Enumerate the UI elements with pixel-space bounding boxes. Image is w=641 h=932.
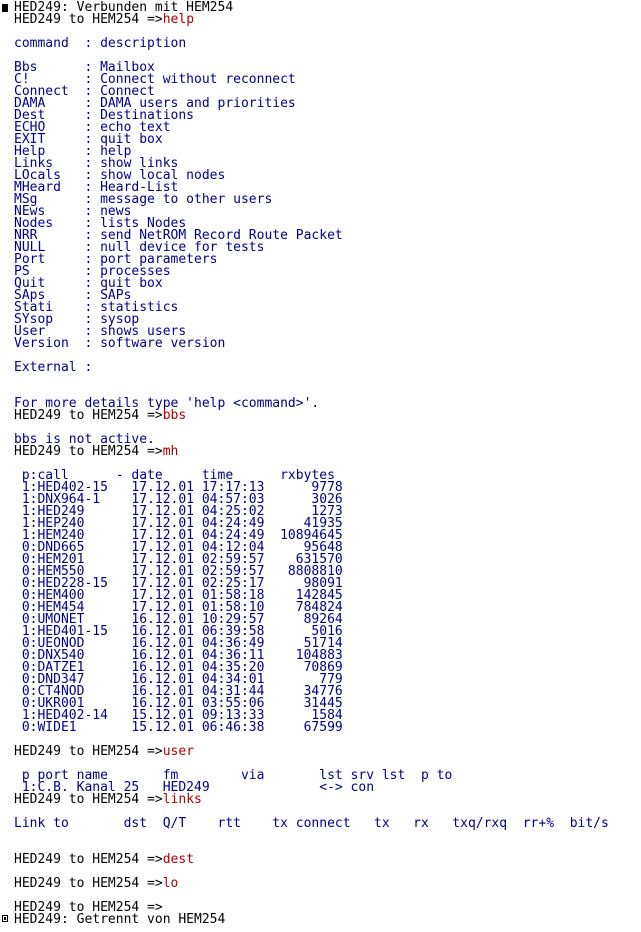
output-text: 1:HEM240 17.12.01 04:24:49 10894645 [14, 528, 343, 543]
user-command: help [162, 12, 195, 27]
output-text: Links : show links [14, 156, 179, 171]
output-text: Nodes : lists Nodes [14, 216, 187, 231]
output-text: 1:HED402-15 17.12.01 17:17:13 9778 [14, 480, 343, 495]
output-text: EXIT : quit box [14, 132, 163, 147]
output-text: NRR : send NetROM Record Route Packet [14, 228, 343, 243]
prompt-text: HED249 to HEM254 => [14, 444, 163, 459]
output-text: DAMA : DAMA users and priorities [14, 96, 296, 111]
output-text: MHeard : Heard-List [14, 180, 179, 195]
output-text: 0:CT4NOD 16.12.01 04:31:44 34776 [14, 684, 343, 699]
output-text: 0:HEM454 17.12.01 01:58:10 784824 [14, 600, 343, 615]
terminal-line [14, 446, 609, 458]
output-text: 0:DND347 16.12.01 04:34:01 779 [14, 672, 343, 687]
output-text: For more details type 'help <command>'. [14, 396, 320, 411]
user-command: user [162, 744, 195, 759]
output-text: 1:HED401-15 16.12.01 06:39:58 5016 [14, 624, 343, 639]
output-text: Stati : statistics [14, 300, 179, 315]
disconnect-marker-icon [2, 915, 8, 922]
terminal-line [14, 410, 609, 422]
output-text: 0:WIDE1 15.12.01 06:46:38 67599 [14, 720, 343, 735]
output-text: Port : port parameters [14, 252, 218, 267]
prompt-text: HED249 to HEM254 => [14, 408, 163, 423]
terminal-line [14, 794, 609, 806]
terminal-line [14, 830, 609, 842]
terminal-line [14, 338, 609, 350]
prompt-text: HED249 to HEM254 => [14, 792, 163, 807]
output-text: Bbs : Mailbox [14, 60, 155, 75]
user-command: lo [162, 876, 179, 891]
output-text: p port name fm via lst srv lst p to [14, 768, 453, 783]
output-text: Quit : quit box [14, 276, 163, 291]
output-text: p:call - date time rxbytes [14, 468, 335, 483]
output-text: 1:HED402-14 15.12.01 09:13:33 1584 [14, 708, 343, 723]
output-text: Help : help [14, 144, 132, 159]
output-text: Connect : Connect [14, 84, 155, 99]
output-text: 0:UKR001 16.12.01 03:55:06 31445 [14, 696, 343, 711]
output-text: 0:DND665 17.12.01 04:12:04 95648 [14, 540, 343, 555]
terminal-line [14, 350, 609, 362]
output-text: 1:HEP240 17.12.01 04:24:49 41935 [14, 516, 343, 531]
terminal-line [14, 746, 609, 758]
output-text: 0:HEM201 17.12.01 02:59:57 631570 [14, 552, 343, 567]
prompt-text: HED249 to HEM254 => [14, 852, 163, 867]
output-text: External : [14, 360, 93, 375]
prompt-text: HED249 to HEM254 => [14, 900, 163, 915]
terminal-line [14, 14, 609, 26]
connect-marker-icon [2, 4, 8, 12]
output-text: 0:UEONOD 16.12.01 04:36:49 51714 [14, 636, 343, 651]
output-text: C! : Connect without reconnect [14, 72, 296, 87]
prompt-text: HED249: Getrennt von HEM254 [14, 912, 226, 927]
output-text: 1:DNX964-1 17.12.01 04:57:03 3026 [14, 492, 343, 507]
output-text: 0:HEM400 17.12.01 01:58:18 142845 [14, 588, 343, 603]
output-text: 0:UMONET 16.12.01 10:29:57 89264 [14, 612, 343, 627]
user-command: dest [162, 852, 195, 867]
output-text: 0:HED228-15 17.12.01 02:25:17 98091 [14, 576, 343, 591]
output-text: ECHO : echo text [14, 120, 171, 135]
output-text: SAps : SAPs [14, 288, 132, 303]
terminal-line [14, 854, 609, 866]
terminal-line [14, 818, 609, 830]
output-text: PS : processes [14, 264, 171, 279]
terminal-line [14, 722, 609, 734]
output-text: 1:C.B. Kanal 25 HED249 <-> con [14, 780, 375, 795]
output-text: SYsop : sysop [14, 312, 140, 327]
output-text: command : description [14, 36, 187, 51]
user-command: bbs [162, 408, 187, 423]
prompt-text: HED249: Verbunden mit HEM254 [14, 0, 234, 15]
prompt-text: HED249 to HEM254 => [14, 744, 163, 759]
terminal-line [14, 914, 609, 926]
terminal-output [14, 2, 609, 926]
output-text: bbs is not active. [14, 432, 155, 447]
output-text: Link to dst Q/T rtt tx connect tx rx txq/rxq rr+% bit/s [14, 816, 609, 831]
output-text: User : shows users [14, 324, 187, 339]
prompt-text: HED249 to HEM254 => [14, 12, 163, 27]
prompt-text: HED249 to HEM254 => [14, 876, 163, 891]
output-text: NULL : null device for tests [14, 240, 265, 255]
terminal-line [14, 878, 609, 890]
user-command: links [162, 792, 202, 807]
terminal-line [14, 374, 609, 386]
output-text: 0:HEM550 17.12.01 02:59:57 8808810 [14, 564, 343, 579]
user-command: mh [162, 444, 179, 459]
output-text: Version : software version [14, 336, 226, 351]
terminal-line [14, 38, 609, 50]
output-text: 1:HED249 17.12.01 04:25:02 1273 [14, 504, 343, 519]
output-text: 0:DNX540 16.12.01 04:36:11 104883 [14, 648, 343, 663]
output-text: MSg : message to other users [14, 192, 273, 207]
output-text: 0:DATZE1 16.12.01 04:35:20 70869 [14, 660, 343, 675]
line-marker-gutter [0, 0, 11, 932]
output-text: NEws : news [14, 204, 132, 219]
output-text: LOcals : show local nodes [14, 168, 226, 183]
terminal-line [14, 362, 609, 374]
output-text: Dest : Destinations [14, 108, 195, 123]
